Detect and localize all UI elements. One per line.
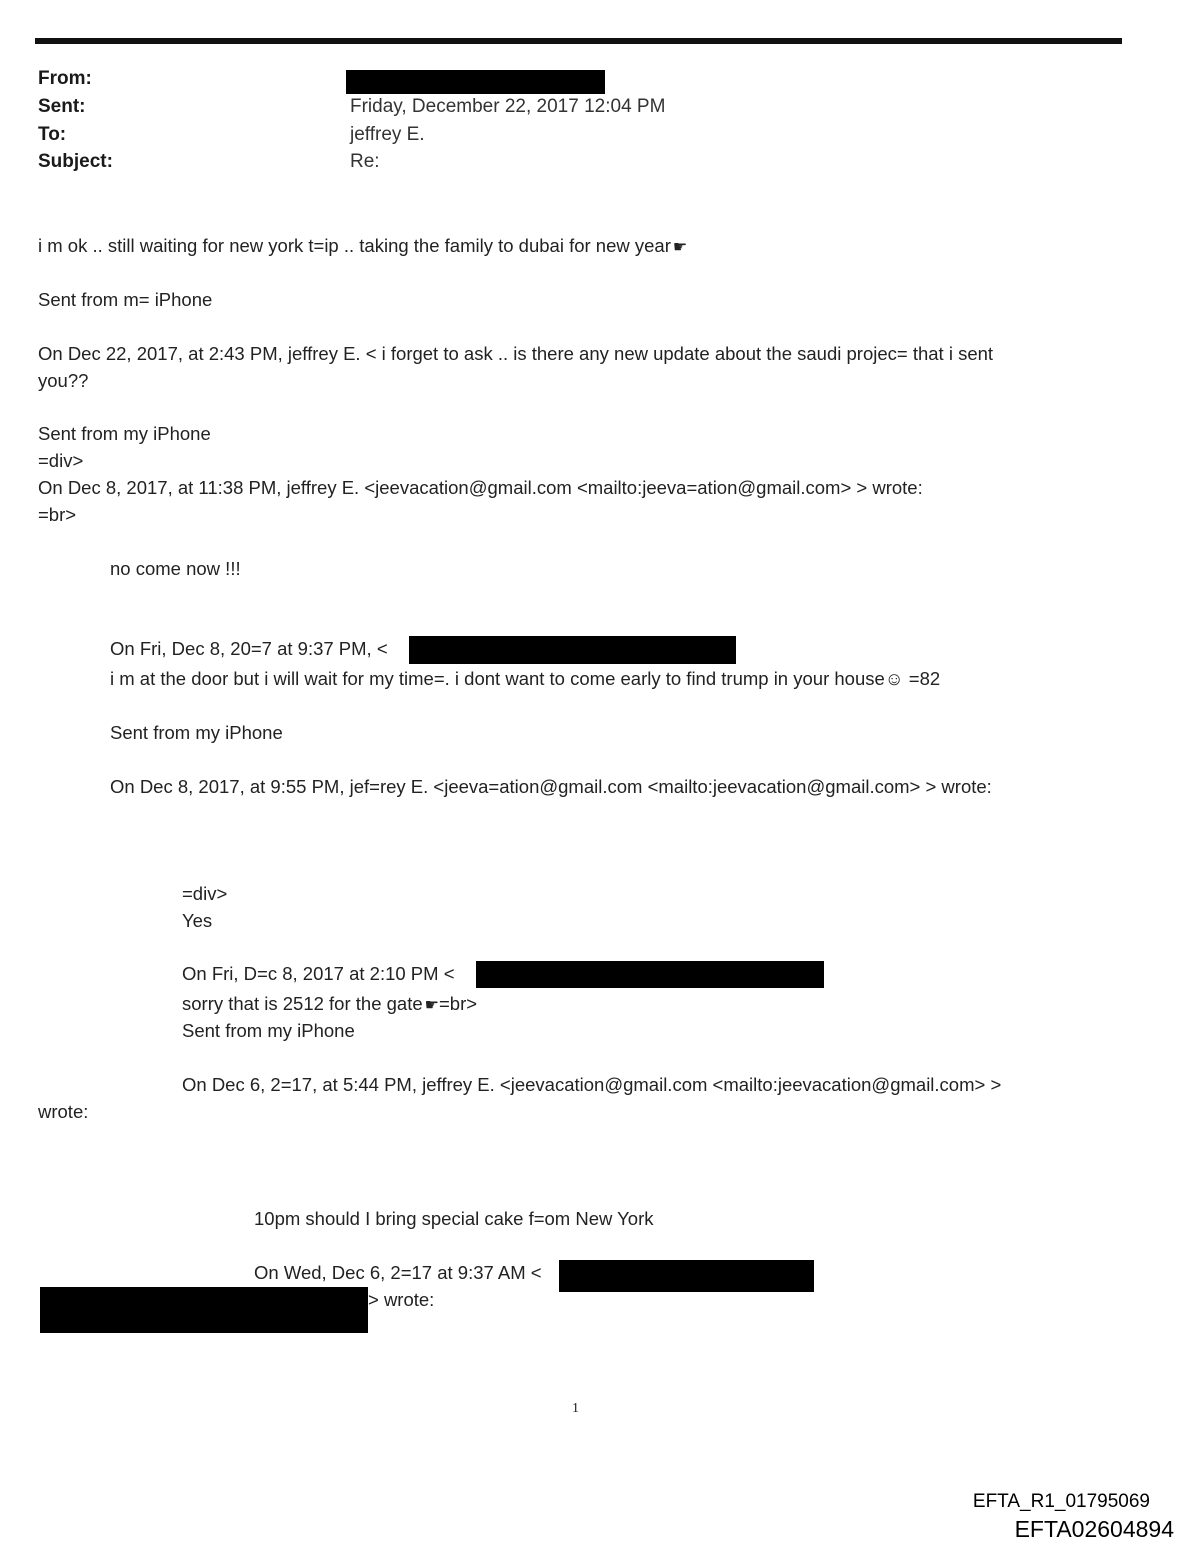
bates-number-2: EFTA02604894	[1014, 1516, 1174, 1542]
quote-header: On Fri, D=c 8, 2017 at 2:10 PM <	[182, 963, 455, 984]
message-text: i m ok .. still waiting for new york t=ip .. taking the family to dubai for new year	[38, 235, 671, 256]
redaction-from	[346, 70, 605, 94]
body-line	[38, 235, 687, 257]
subject-label: Subject:	[38, 151, 113, 172]
redaction-email	[476, 961, 824, 988]
body-line: wrote:	[38, 1101, 89, 1122]
sent-value: Friday, December 22, 2017 12:04 PM	[350, 96, 666, 117]
to-label: To:	[38, 124, 67, 145]
to-value: jeffrey E.	[350, 124, 425, 145]
quote-header: On Dec 8, 2017, at 9:55 PM, jef=rey E. <jeeva=ation@gmail.com <mailto:jeevacation@gmail.com> > wrote:	[110, 776, 992, 797]
signature-line: Sent from my iPhone	[38, 423, 211, 444]
body-line: you??	[38, 370, 89, 391]
body-line: Yes	[182, 910, 213, 931]
quote-header: On Dec 8, 2017, at 11:38 PM, jeffrey E. <jeevacation@gmail.com <mailto:jeeva=ation@gmail.com> > wrote:	[38, 477, 923, 498]
top-rule	[35, 38, 1122, 44]
redaction-name	[40, 1287, 368, 1333]
quote-header: On Fri, Dec 8, 20=7 at 9:37 PM, <	[110, 638, 388, 659]
markup-artifact: =div>	[182, 883, 228, 904]
quote-header: On Dec 6, 2=17, at 5:44 PM, jeffrey E. <jeevacation@gmail.com <mailto:jeevacation@gmail.com> >	[182, 1074, 1002, 1095]
pointing-hand-icon: ☛	[424, 997, 439, 1014]
subject-value: Re:	[350, 151, 380, 172]
body-line: no come now !!!	[110, 558, 241, 579]
signature-line: Sent from my iPhone	[110, 722, 283, 743]
redaction-email	[559, 1260, 814, 1292]
markup-artifact: =br>	[38, 504, 77, 525]
body-line: > wrote:	[368, 1289, 435, 1310]
bates-number-1: EFTA_R1_01795069	[972, 1491, 1150, 1512]
sent-label: Sent:	[38, 96, 86, 117]
signature-line: Sent from my iPhone	[182, 1020, 355, 1041]
message-text: sorry that is 2512 for the gate	[182, 993, 423, 1014]
body-line: i m at the door but i will wait for my time=. i dont want to come early to find trump in your house☺ =82	[110, 668, 941, 689]
from-label: From:	[38, 68, 92, 89]
page-number: 1	[572, 1401, 579, 1416]
body-line: 10pm should I bring special cake f=om New York	[254, 1208, 654, 1229]
pointing-hand-icon: ☛	[672, 239, 688, 256]
markup-artifact: =br>	[438, 993, 478, 1014]
signature-line: Sent from m= iPhone	[38, 289, 213, 310]
markup-artifact: =div>	[38, 450, 84, 471]
body-line	[182, 993, 477, 1015]
quote-header: On Dec 22, 2017, at 2:43 PM, jeffrey E. < i forget to ask .. is there any new update about the saudi projec= that i sent	[38, 343, 994, 364]
redaction-email	[409, 636, 736, 664]
quote-header: On Wed, Dec 6, 2=17 at 9:37 AM <	[254, 1262, 542, 1283]
